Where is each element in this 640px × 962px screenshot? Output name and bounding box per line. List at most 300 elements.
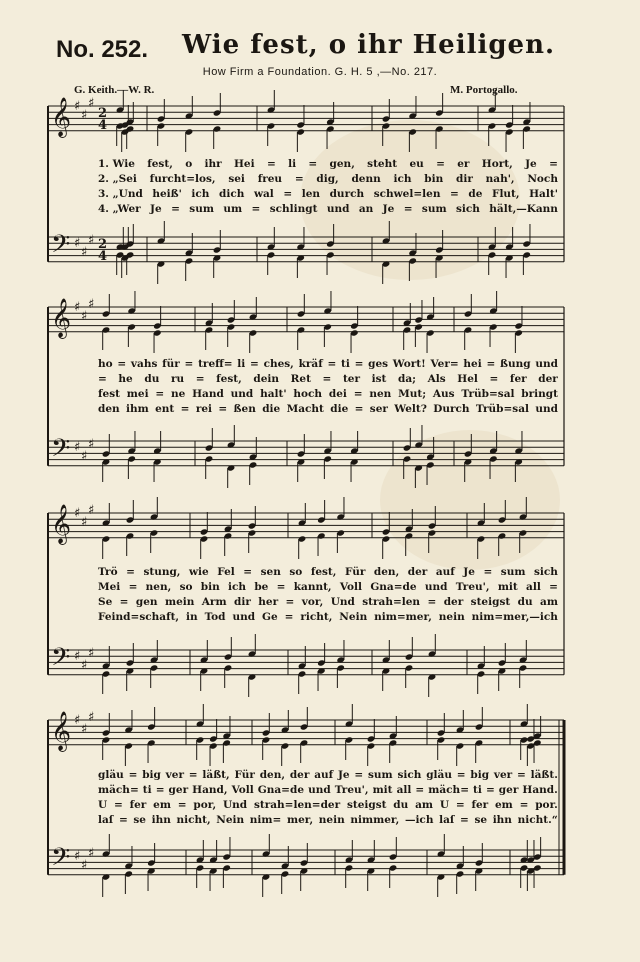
sharp-sign: ♯	[88, 645, 95, 661]
lyric-syllable: Fel	[217, 566, 235, 578]
lyric-syllable: mit	[497, 581, 518, 593]
lyric-syllable: =	[327, 358, 337, 370]
lyric-syllable: richt,	[300, 611, 333, 623]
lyric-syllable: =	[322, 373, 332, 385]
lyric-syllable: der	[289, 769, 310, 781]
lyric-syllable: fer	[509, 373, 527, 385]
lyric-syllable: ru	[170, 373, 185, 385]
lyric-syllable: und	[232, 611, 256, 623]
lyric-syllable: =	[184, 358, 194, 370]
lyric-syllable: hält,—Kann	[489, 203, 558, 215]
lyric-syllable: =	[415, 784, 425, 796]
hymn-title: Wie fest, o ihr Heiligen.	[182, 30, 556, 60]
lyric-syllable: =	[98, 373, 107, 385]
lyric-syllable: =	[354, 769, 364, 781]
lyric-syllable: se	[474, 814, 488, 826]
lyric-syllable: dei	[328, 388, 347, 400]
lyric-syllable: sum	[500, 566, 526, 578]
lyric-syllable: Gna=de	[257, 784, 305, 796]
lyric-syllable: schwel=len	[373, 188, 441, 200]
lyric-syllable: ti	[142, 784, 152, 796]
lyric-syllable: 4. „Wer	[98, 203, 141, 215]
lyric-syllable: Als	[427, 373, 446, 385]
lyric-syllable: U	[439, 799, 449, 811]
lyric-syllable: eu	[409, 158, 424, 170]
sharp-sign: ♯	[81, 309, 88, 325]
lyric-syllable: =	[455, 799, 465, 811]
lyric-syllable: dir	[233, 596, 251, 608]
lyric-syllable: =	[308, 158, 318, 170]
lyric-syllable: =	[188, 769, 198, 781]
lyric-syllable: =	[251, 203, 261, 215]
lyric-syllable: sei	[228, 173, 245, 185]
lyric-syllable: am	[415, 799, 434, 811]
lyric-syllable: ges	[368, 358, 389, 370]
lyric-syllable: nen	[369, 388, 392, 400]
lyric-syllable: 2. „Sei	[98, 173, 137, 185]
lyric-syllable: =	[117, 358, 127, 370]
lyric-syllable: Hand	[192, 388, 224, 400]
lyric-syllable: Gna=de	[370, 581, 417, 593]
lyric-syllable: Ver=	[430, 358, 459, 370]
lyric-syllable: U	[98, 799, 108, 811]
lyric-syllable: durch	[329, 188, 365, 200]
lyricist-credit: G. Keith.—W. R.	[74, 84, 155, 96]
lyric-syllable: den,	[373, 566, 400, 578]
lyric-syllable: und	[326, 203, 350, 215]
lyric-syllable: in	[186, 611, 198, 623]
lyric-syllable: =	[436, 158, 445, 170]
lyric-syllable: =	[113, 799, 123, 811]
lyric-syllable: li	[237, 358, 246, 370]
lyric-syllable: Ret	[290, 373, 311, 385]
lyric-syllable: ist	[371, 373, 387, 385]
lyric-syllable: Voll	[339, 581, 363, 593]
time-signature: 2	[98, 106, 108, 121]
lyric-syllable: an	[358, 203, 374, 215]
lyric-syllable: ho	[98, 358, 113, 370]
lyric-syllable: ich	[191, 188, 210, 200]
lyric-syllable: dein	[253, 373, 280, 385]
lyric-syllable: nim=mer,—ich	[471, 611, 558, 623]
lyric-syllable: ihn	[492, 814, 512, 826]
lyric-syllable: =	[171, 203, 180, 215]
lyric-syllable: gen,	[329, 158, 355, 170]
lyric-syllable: =	[450, 188, 459, 200]
lyric-syllable: Noch	[527, 173, 558, 185]
lyric-syllable: furcht=los,	[149, 173, 216, 185]
lyric-syllable: die	[262, 403, 281, 415]
lyric-syllable: Treu',	[455, 581, 490, 593]
lyric-syllable: nim=	[249, 814, 282, 826]
lyric-syllable: Voll	[231, 784, 254, 796]
lyric-syllable: Mei	[98, 581, 121, 593]
lyric-syllable: Hand,	[192, 784, 228, 796]
lyric-syllable: —ich	[404, 814, 434, 826]
lyric-syllable: Nein	[339, 611, 368, 623]
sharp-sign: ♯	[88, 296, 95, 312]
lyric-syllable: o	[185, 158, 193, 170]
lyric-syllable: =	[283, 188, 293, 200]
lyric-syllable: so	[179, 581, 193, 593]
lyric-syllable: und	[308, 784, 331, 796]
sharp-sign: ♯	[74, 505, 81, 521]
lyric-syllable: nen,	[145, 581, 172, 593]
lyric-syllable: Für	[344, 566, 366, 578]
lyric-syllable: auf	[314, 769, 334, 781]
hymn-number: No. 252.	[56, 36, 149, 63]
lyric-syllable: =	[180, 403, 190, 415]
lyric-syllable: fer	[129, 799, 147, 811]
lyric-syllable: =	[119, 596, 129, 608]
sharp-sign: ♯	[74, 439, 81, 455]
lyric-syllable: =	[276, 581, 286, 593]
lyric-syllable: mäch=	[98, 784, 139, 796]
lyric-syllable: ich	[228, 581, 247, 593]
lyric-syllable: und	[424, 581, 448, 593]
lyric-syllable: fest	[98, 388, 120, 400]
lyric-syllable: kannt,	[293, 581, 332, 593]
lyric-syllable: gen	[135, 596, 158, 608]
lyric-syllable: 1. Wie	[98, 158, 135, 170]
lyric-syllable: =	[128, 769, 138, 781]
lyric-syllable: ti	[473, 784, 482, 796]
lyric-syllable: strah=len=der	[253, 799, 341, 811]
lyric-syllable: =	[243, 566, 253, 578]
lyric-syllable: nein	[438, 611, 465, 623]
lyric-syllable: ihm	[126, 403, 149, 415]
lyric-syllable: =	[250, 358, 259, 370]
hymn-subtitle: How Firm a Foundation. G. H. 5 ,—No. 217.	[202, 66, 438, 78]
lyric-syllable: Tod	[204, 611, 226, 623]
lyric-syllable: =	[294, 173, 304, 185]
lyric-syllable: ßung	[500, 358, 531, 370]
sharp-sign: ♯	[74, 235, 81, 251]
lyric-syllable: Und	[222, 799, 248, 811]
lyric-syllable: um	[223, 203, 243, 215]
sharp-sign: ♯	[88, 232, 95, 248]
lyric-line	[98, 768, 558, 782]
lyric-syllable: steigst	[346, 799, 387, 811]
lyric-syllable: bin	[200, 581, 220, 593]
lyric-syllable: mein	[164, 596, 195, 608]
lyric-syllable: sum	[189, 203, 214, 215]
lyric-syllable: =	[218, 403, 228, 415]
lyric-syllable: halt'	[260, 388, 287, 400]
lyric-syllable: be	[254, 581, 269, 593]
sharp-sign: ♯	[81, 245, 88, 261]
lyric-syllable: =	[354, 403, 364, 415]
lyric-syllable: sich	[533, 566, 558, 578]
lyric-syllable: he	[118, 373, 133, 385]
lyric-syllable: =	[427, 596, 437, 608]
lyric-syllable: Treu',	[334, 784, 369, 796]
lyric-syllable: se	[133, 814, 146, 826]
lyric-syllable: er	[457, 158, 470, 170]
treble-clef: 𝄞	[51, 298, 72, 338]
lyric-syllable: ver	[165, 769, 184, 781]
lyric-syllable: ßen	[233, 403, 256, 415]
lyric-line	[98, 357, 558, 371]
lyric-line	[98, 172, 558, 186]
lyric-syllable: kräf	[298, 358, 323, 370]
lyric-syllable: =	[177, 799, 187, 811]
lyric-syllable: ent	[155, 403, 175, 415]
lyric-syllable: por.	[535, 799, 558, 811]
treble-clef: 𝄞	[51, 711, 72, 751]
lyric-syllable: por,	[193, 799, 217, 811]
lyric-syllable: =	[456, 769, 466, 781]
composer-credit: M. Portogallo.	[450, 84, 518, 96]
lyric-syllable: =	[354, 358, 364, 370]
lyric-syllable: =	[485, 784, 495, 796]
lyric-syllable: fer	[471, 799, 489, 811]
sharp-sign: ♯	[74, 299, 81, 315]
lyric-syllable: =	[195, 373, 205, 385]
lyric-syllable: auf	[435, 566, 455, 578]
lyric-syllable: am	[540, 596, 558, 608]
lyric-syllable: laſ	[98, 814, 114, 826]
lyric-syllable: die	[330, 403, 349, 415]
lyric-syllable: fest,	[310, 566, 337, 578]
lyric-syllable: =	[118, 814, 128, 826]
lyric-syllable: freu	[257, 173, 283, 185]
lyric-syllable: du	[144, 373, 160, 385]
sharp-sign: ♯	[74, 648, 81, 664]
lyric-syllable: so	[289, 566, 303, 578]
lyric-syllable: li	[288, 158, 297, 170]
lyric-syllable: her	[258, 596, 279, 608]
lyric-syllable: =	[403, 203, 413, 215]
lyric-syllable: Wort!	[392, 358, 426, 370]
sharp-sign: ♯	[81, 858, 88, 874]
treble-clef: 𝄞	[51, 97, 72, 137]
lyric-syllable: =	[549, 581, 558, 593]
lyric-syllable: Feind=schaft,	[98, 611, 180, 623]
sharp-sign: ♯	[88, 709, 95, 725]
sharp-sign: ♯	[88, 436, 95, 452]
lyric-syllable: mei	[126, 388, 149, 400]
lyric-syllable: =	[489, 373, 499, 385]
lyric-line	[98, 202, 558, 216]
lyric-syllable: all	[396, 784, 412, 796]
lyric-syllable: bin	[424, 173, 444, 185]
lyric-syllable: bringt	[521, 388, 558, 400]
bass-clef: 𝄢	[51, 843, 71, 878]
sharp-sign: ♯	[74, 98, 81, 114]
lyric-syllable: Je	[525, 158, 537, 170]
lyric-syllable: fest,	[216, 373, 242, 385]
lyric-syllable: dig,	[316, 173, 339, 185]
sharp-sign: ♯	[81, 722, 88, 738]
lyric-line	[98, 387, 558, 401]
lyric-syllable: wal	[253, 188, 274, 200]
lyric-syllable: für	[162, 358, 180, 370]
lyric-syllable: len	[301, 188, 321, 200]
lyric-syllable: =	[126, 566, 135, 578]
lyric-syllable: Ge	[262, 611, 278, 623]
lyric-syllable: du	[517, 596, 533, 608]
lyric-syllable: =	[486, 358, 496, 370]
lyric-syllable: ger	[498, 784, 519, 796]
lyric-syllable: Flut,	[491, 188, 520, 200]
lyric-syllable: mäch=	[428, 784, 469, 796]
lyric-syllable: em	[494, 799, 513, 811]
lyric-line	[98, 402, 558, 416]
lyric-syllable: du	[393, 799, 409, 811]
lyric-syllable: Nein	[216, 814, 245, 826]
sharp-sign: ♯	[81, 449, 88, 465]
lyric-syllable: Je	[382, 203, 395, 215]
lyric-syllable: nicht,	[176, 814, 211, 826]
lyric-syllable: der	[538, 373, 558, 385]
lyric-syllable: =	[155, 784, 165, 796]
lyric-syllable: ihr	[204, 158, 222, 170]
lyric-syllable: =	[155, 388, 165, 400]
lyric-syllable: mit	[372, 784, 393, 796]
lyric-syllable: =	[483, 566, 493, 578]
lyric-syllable: =	[460, 814, 469, 826]
time-signature: 4	[98, 118, 108, 133]
lyric-syllable: den	[98, 403, 120, 415]
lyric-syllable: ich	[393, 173, 412, 185]
lyric-syllable: heiß'	[152, 188, 182, 200]
lyric-syllable: Hei	[234, 158, 255, 170]
lyric-syllable: dir	[456, 173, 473, 185]
sharp-sign: ♯	[88, 95, 95, 111]
lyric-syllable: big	[470, 769, 490, 781]
lyric-syllable: sen	[260, 566, 281, 578]
lyric-syllable: läßt.	[530, 769, 558, 781]
lyric-syllable: ihn	[151, 814, 171, 826]
lyric-syllable: Trö	[98, 566, 118, 578]
time-signature: 4	[98, 249, 108, 264]
lyric-syllable: Macht	[286, 403, 324, 415]
lyric-syllable: und	[535, 403, 558, 415]
lyric-line	[98, 610, 558, 624]
lyric-syllable: den,	[259, 769, 286, 781]
lyric-syllable: strah=len	[362, 596, 421, 608]
lyric-line	[98, 813, 558, 827]
lyric-syllable: ver	[493, 769, 513, 781]
lyric-syllable: all	[526, 581, 541, 593]
lyric-syllable: gläu	[426, 769, 452, 781]
sharp-sign: ♯	[81, 108, 88, 124]
lyric-syllable: nimmer,	[350, 814, 400, 826]
lyric-syllable: Je	[150, 203, 162, 215]
lyric-line	[98, 372, 558, 386]
lyric-line	[98, 783, 558, 797]
lyric-syllable: Hel	[457, 373, 478, 385]
sharp-sign: ♯	[81, 515, 88, 531]
lyric-syllable: ger	[168, 784, 189, 796]
lyric-line	[98, 157, 558, 171]
lyric-syllable: =	[549, 158, 558, 170]
sharp-sign: ♯	[74, 848, 81, 864]
lyric-syllable: =	[266, 158, 276, 170]
sharp-sign: ♯	[88, 845, 95, 861]
lyric-syllable: sich	[455, 203, 480, 215]
lyric-syllable: =	[285, 596, 295, 608]
lyric-syllable: nicht.“	[517, 814, 558, 826]
lyric-syllable: sum	[368, 769, 393, 781]
lyric-syllable: da;	[398, 373, 417, 385]
lyric-syllable: hoch	[293, 388, 323, 400]
lyric-syllable: Trüb=sal	[461, 388, 515, 400]
lyric-syllable: =	[284, 611, 294, 623]
lyric-syllable: Für	[234, 769, 255, 781]
lyric-syllable: ser	[369, 403, 388, 415]
lyric-syllable: Welt?	[394, 403, 427, 415]
time-signature: 2	[98, 237, 108, 252]
lyric-syllable: Halt'	[529, 188, 558, 200]
lyric-syllable: Je	[337, 769, 350, 781]
lyric-syllable: Arm	[201, 596, 227, 608]
lyric-syllable: gläu	[98, 769, 124, 781]
lyric-syllable: Je	[463, 566, 475, 578]
lyric-syllable: der	[443, 596, 464, 608]
lyric-syllable: big	[142, 769, 161, 781]
lyric-syllable: vor,	[301, 596, 324, 608]
lyric-syllable: sich	[397, 769, 422, 781]
lyric-syllable: =	[128, 581, 138, 593]
sharp-sign: ♯	[74, 712, 81, 728]
lyric-syllable: =	[517, 769, 526, 781]
lyric-syllable: treff=	[198, 358, 233, 370]
lyric-syllable: mer,	[286, 814, 314, 826]
lyric-line	[98, 595, 558, 609]
lyric-syllable: ter	[342, 373, 361, 385]
bass-clef: 𝄢	[51, 434, 71, 469]
lyric-syllable: Aus	[432, 388, 455, 400]
lyric-syllable: nim=mer,	[374, 611, 432, 623]
lyric-line	[98, 187, 558, 201]
lyric-syllable: Hort,	[481, 158, 513, 170]
lyric-syllable: ches,	[263, 358, 294, 370]
lyric-syllable: vahs	[130, 358, 158, 370]
sharp-sign: ♯	[81, 658, 88, 674]
lyric-syllable: 3. „Und	[98, 188, 143, 200]
lyric-syllable: dich	[219, 188, 245, 200]
lyric-syllable: ti	[341, 358, 350, 370]
lyric-syllable: nein	[318, 814, 345, 826]
treble-clef: 𝄞	[51, 504, 72, 544]
lyric-syllable: de	[468, 188, 483, 200]
lyric-line	[98, 565, 558, 579]
lyric-line	[98, 580, 558, 594]
lyric-syllable: stung,	[143, 566, 181, 578]
lyric-syllable: laſ	[439, 814, 455, 826]
lyric-syllable: fest,	[147, 158, 173, 170]
lyric-syllable: und	[535, 358, 558, 370]
lyric-syllable: hei	[463, 358, 482, 370]
lyric-syllable: läßt,	[202, 769, 230, 781]
lyric-syllable: Mut;	[398, 388, 427, 400]
sharp-sign: ♯	[88, 502, 95, 518]
lyric-syllable: Und	[330, 596, 355, 608]
lyric-syllable: =	[353, 388, 363, 400]
lyric-syllable: denn	[351, 173, 381, 185]
lyric-syllable: der	[407, 566, 428, 578]
lyric-syllable: Trüb=sal	[475, 403, 529, 415]
lyric-line	[98, 798, 558, 812]
lyric-syllable: rei	[195, 403, 213, 415]
lyric-syllable: sum	[421, 203, 447, 215]
lyric-syllable: und	[230, 388, 254, 400]
lyric-syllable: Durch	[433, 403, 470, 415]
lyric-syllable: wie	[188, 566, 209, 578]
lyric-syllable: =	[519, 799, 529, 811]
